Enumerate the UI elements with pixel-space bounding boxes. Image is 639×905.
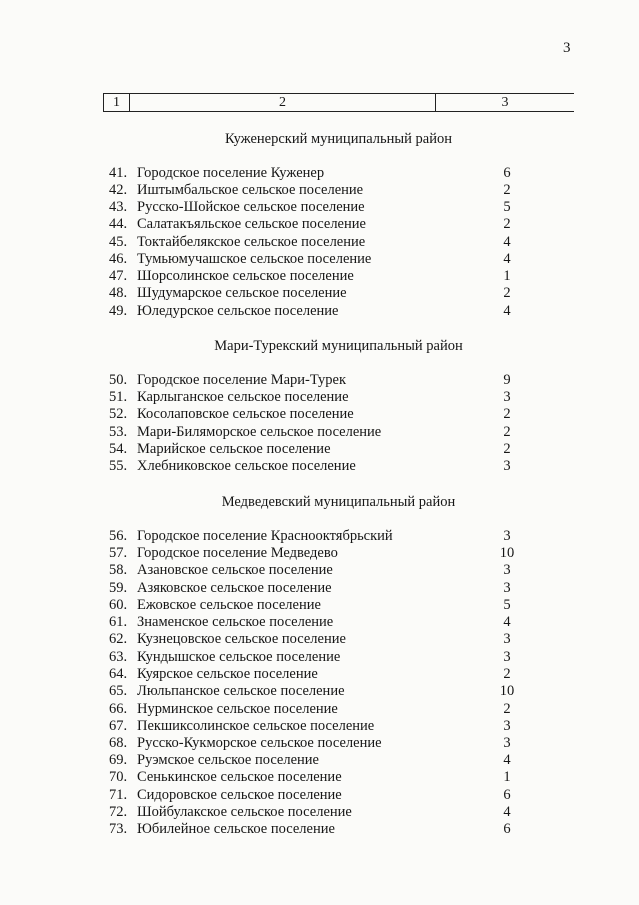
item-number: 44. — [109, 216, 128, 232]
item-count: 3 — [503, 458, 511, 474]
item-name: Пекшиксолинское сельское поселение — [137, 718, 375, 734]
item-name: Люльпанское сельское поселение — [137, 683, 345, 699]
item-number: 61. — [109, 614, 128, 630]
item-number: 43. — [109, 199, 128, 215]
item-number: 59. — [109, 580, 128, 596]
item-name: Кузнецовское сельское поселение — [137, 631, 346, 647]
item-number: 45. — [109, 234, 128, 250]
list-item — [109, 545, 529, 562]
list-item — [109, 182, 529, 199]
item-count: 3 — [503, 649, 511, 665]
item-number: 47. — [109, 268, 128, 284]
item-count: 4 — [503, 251, 511, 267]
item-number: 58. — [109, 562, 128, 578]
item-number: 72. — [109, 804, 128, 820]
item-count: 2 — [503, 701, 511, 717]
item-name: Салатакъяльское сельское поселение — [137, 216, 366, 232]
item-count: 3 — [503, 389, 511, 405]
list-item — [109, 580, 529, 597]
column-header-2: 2 — [130, 94, 436, 111]
item-name: Знаменское сельское поселение — [137, 614, 334, 630]
item-number: 71. — [109, 787, 128, 803]
item-count: 6 — [503, 821, 511, 837]
list-item — [109, 649, 529, 666]
item-count: 4 — [503, 752, 511, 768]
list-item — [109, 199, 529, 216]
item-count: 3 — [503, 735, 511, 751]
item-number: 69. — [109, 752, 128, 768]
item-name: Юледурское сельское поселение — [137, 303, 339, 319]
list-item — [109, 752, 529, 769]
list-item — [109, 441, 529, 458]
item-number: 53. — [109, 424, 128, 440]
item-name: Руэмское сельское поселение — [137, 752, 319, 768]
column-header-row — [103, 93, 574, 112]
item-count: 5 — [503, 199, 511, 215]
item-number: 65. — [109, 683, 128, 699]
list-item — [109, 787, 529, 804]
item-count: 3 — [503, 718, 511, 734]
list-item — [109, 234, 529, 251]
item-number: 66. — [109, 701, 128, 717]
list-item — [109, 718, 529, 735]
item-name: Азановское сельское поселение — [137, 562, 333, 578]
item-name: Сенькинское сельское поселение — [137, 769, 342, 785]
item-number: 42. — [109, 182, 128, 198]
page-number: 3 — [563, 40, 571, 56]
item-name: Кундышское сельское поселение — [137, 649, 341, 665]
item-count: 2 — [503, 424, 511, 440]
item-count: 2 — [503, 285, 511, 301]
list-item — [109, 614, 529, 631]
item-count: 1 — [503, 769, 511, 785]
list-item — [109, 216, 529, 233]
item-name: Мари-Биляморское сельское поселение — [137, 424, 382, 440]
item-number: 46. — [109, 251, 128, 267]
list-item — [109, 165, 529, 182]
item-count: 6 — [503, 787, 511, 803]
list-item — [109, 683, 529, 700]
list-item — [109, 821, 529, 838]
item-name: Карлыганское сельское поселение — [137, 389, 349, 405]
item-name: Городское поселение Куженер — [137, 165, 325, 181]
section-title-medvedevo: Медведевский муниципальный район — [221, 494, 456, 510]
item-number: 56. — [109, 528, 128, 544]
list-item — [109, 268, 529, 285]
item-count: 9 — [503, 372, 511, 388]
item-number: 49. — [109, 303, 128, 319]
item-count: 4 — [503, 303, 511, 319]
item-count: 3 — [503, 562, 511, 578]
list-item — [109, 562, 529, 579]
item-name: Городское поселение Краснооктябрьский — [137, 528, 393, 544]
list-item — [109, 701, 529, 718]
item-name: Косолаповское сельское поселение — [137, 406, 354, 422]
item-count: 2 — [503, 406, 511, 422]
item-count: 4 — [503, 804, 511, 820]
column-header-3: 3 — [501, 94, 509, 110]
item-count: 2 — [503, 216, 511, 232]
list-item — [109, 631, 529, 648]
list-item — [109, 769, 529, 786]
item-number: 62. — [109, 631, 128, 647]
item-count: 10 — [499, 683, 515, 699]
section-title-kuzhener: Куженерский муниципальный район — [225, 131, 452, 147]
item-count: 3 — [503, 631, 511, 647]
item-number: 54. — [109, 441, 128, 457]
item-name: Хлебниковское сельское поселение — [137, 458, 356, 474]
list-item — [109, 458, 529, 475]
item-name: Городское поселение Мари-Турек — [137, 372, 347, 388]
item-count: 3 — [503, 580, 511, 596]
item-number: 64. — [109, 666, 128, 682]
list-item — [109, 735, 529, 752]
section-title-mari-turek: Мари-Турекский муниципальный район — [214, 338, 463, 354]
item-number: 73. — [109, 821, 128, 837]
item-name: Шорсолинское сельское поселение — [137, 268, 354, 284]
item-count: 4 — [503, 614, 511, 630]
item-name: Ежовское сельское поселение — [137, 597, 321, 613]
list-item — [109, 666, 529, 683]
item-name: Юбилейное сельское поселение — [137, 821, 335, 837]
item-name: Нурминское сельское поселение — [137, 701, 338, 717]
item-name: Токтайбелякское сельское поселение — [137, 234, 366, 250]
item-name: Азяковское сельское поселение — [137, 580, 332, 596]
item-number: 51. — [109, 389, 128, 405]
list-item — [109, 528, 529, 545]
item-count: 2 — [503, 182, 511, 198]
list-item — [109, 597, 529, 614]
item-count: 4 — [503, 234, 511, 250]
list-item — [109, 424, 529, 441]
item-number: 57. — [109, 545, 128, 561]
item-name: Шойбулакское сельское поселение — [137, 804, 352, 820]
item-number: 48. — [109, 285, 128, 301]
item-number: 60. — [109, 597, 128, 613]
item-count: 3 — [503, 528, 511, 544]
item-count: 2 — [503, 666, 511, 682]
item-number: 50. — [109, 372, 128, 388]
item-count: 10 — [499, 545, 515, 561]
list-item — [109, 285, 529, 302]
list-item — [109, 251, 529, 268]
list-item — [109, 372, 529, 389]
item-name: Городское поселение Медведево — [137, 545, 338, 561]
item-name: Куярское сельское поселение — [137, 666, 318, 682]
list-item — [109, 303, 529, 320]
item-number: 41. — [109, 165, 128, 181]
item-count: 6 — [503, 165, 511, 181]
item-number: 67. — [109, 718, 128, 734]
item-number: 63. — [109, 649, 128, 665]
item-count: 5 — [503, 597, 511, 613]
item-name: Русско-Шойское сельское поселение — [137, 199, 365, 215]
item-name: Русско-Кукморское сельское поселение — [137, 735, 382, 751]
list-item — [109, 804, 529, 821]
list-item — [109, 406, 529, 423]
item-count: 1 — [503, 268, 511, 284]
item-name: Сидоровское сельское поселение — [137, 787, 342, 803]
column-header-1: 1 — [103, 94, 130, 111]
item-name: Шудумарское сельское поселение — [137, 285, 347, 301]
item-name: Марийское сельское поселение — [137, 441, 331, 457]
item-number: 52. — [109, 406, 128, 422]
item-number: 55. — [109, 458, 128, 474]
item-name: Иштымбальское сельское поселение — [137, 182, 364, 198]
item-number: 70. — [109, 769, 128, 785]
item-name: Тумьюмучашское сельское поселение — [137, 251, 372, 267]
item-count: 2 — [503, 441, 511, 457]
item-number: 68. — [109, 735, 128, 751]
list-item — [109, 389, 529, 406]
